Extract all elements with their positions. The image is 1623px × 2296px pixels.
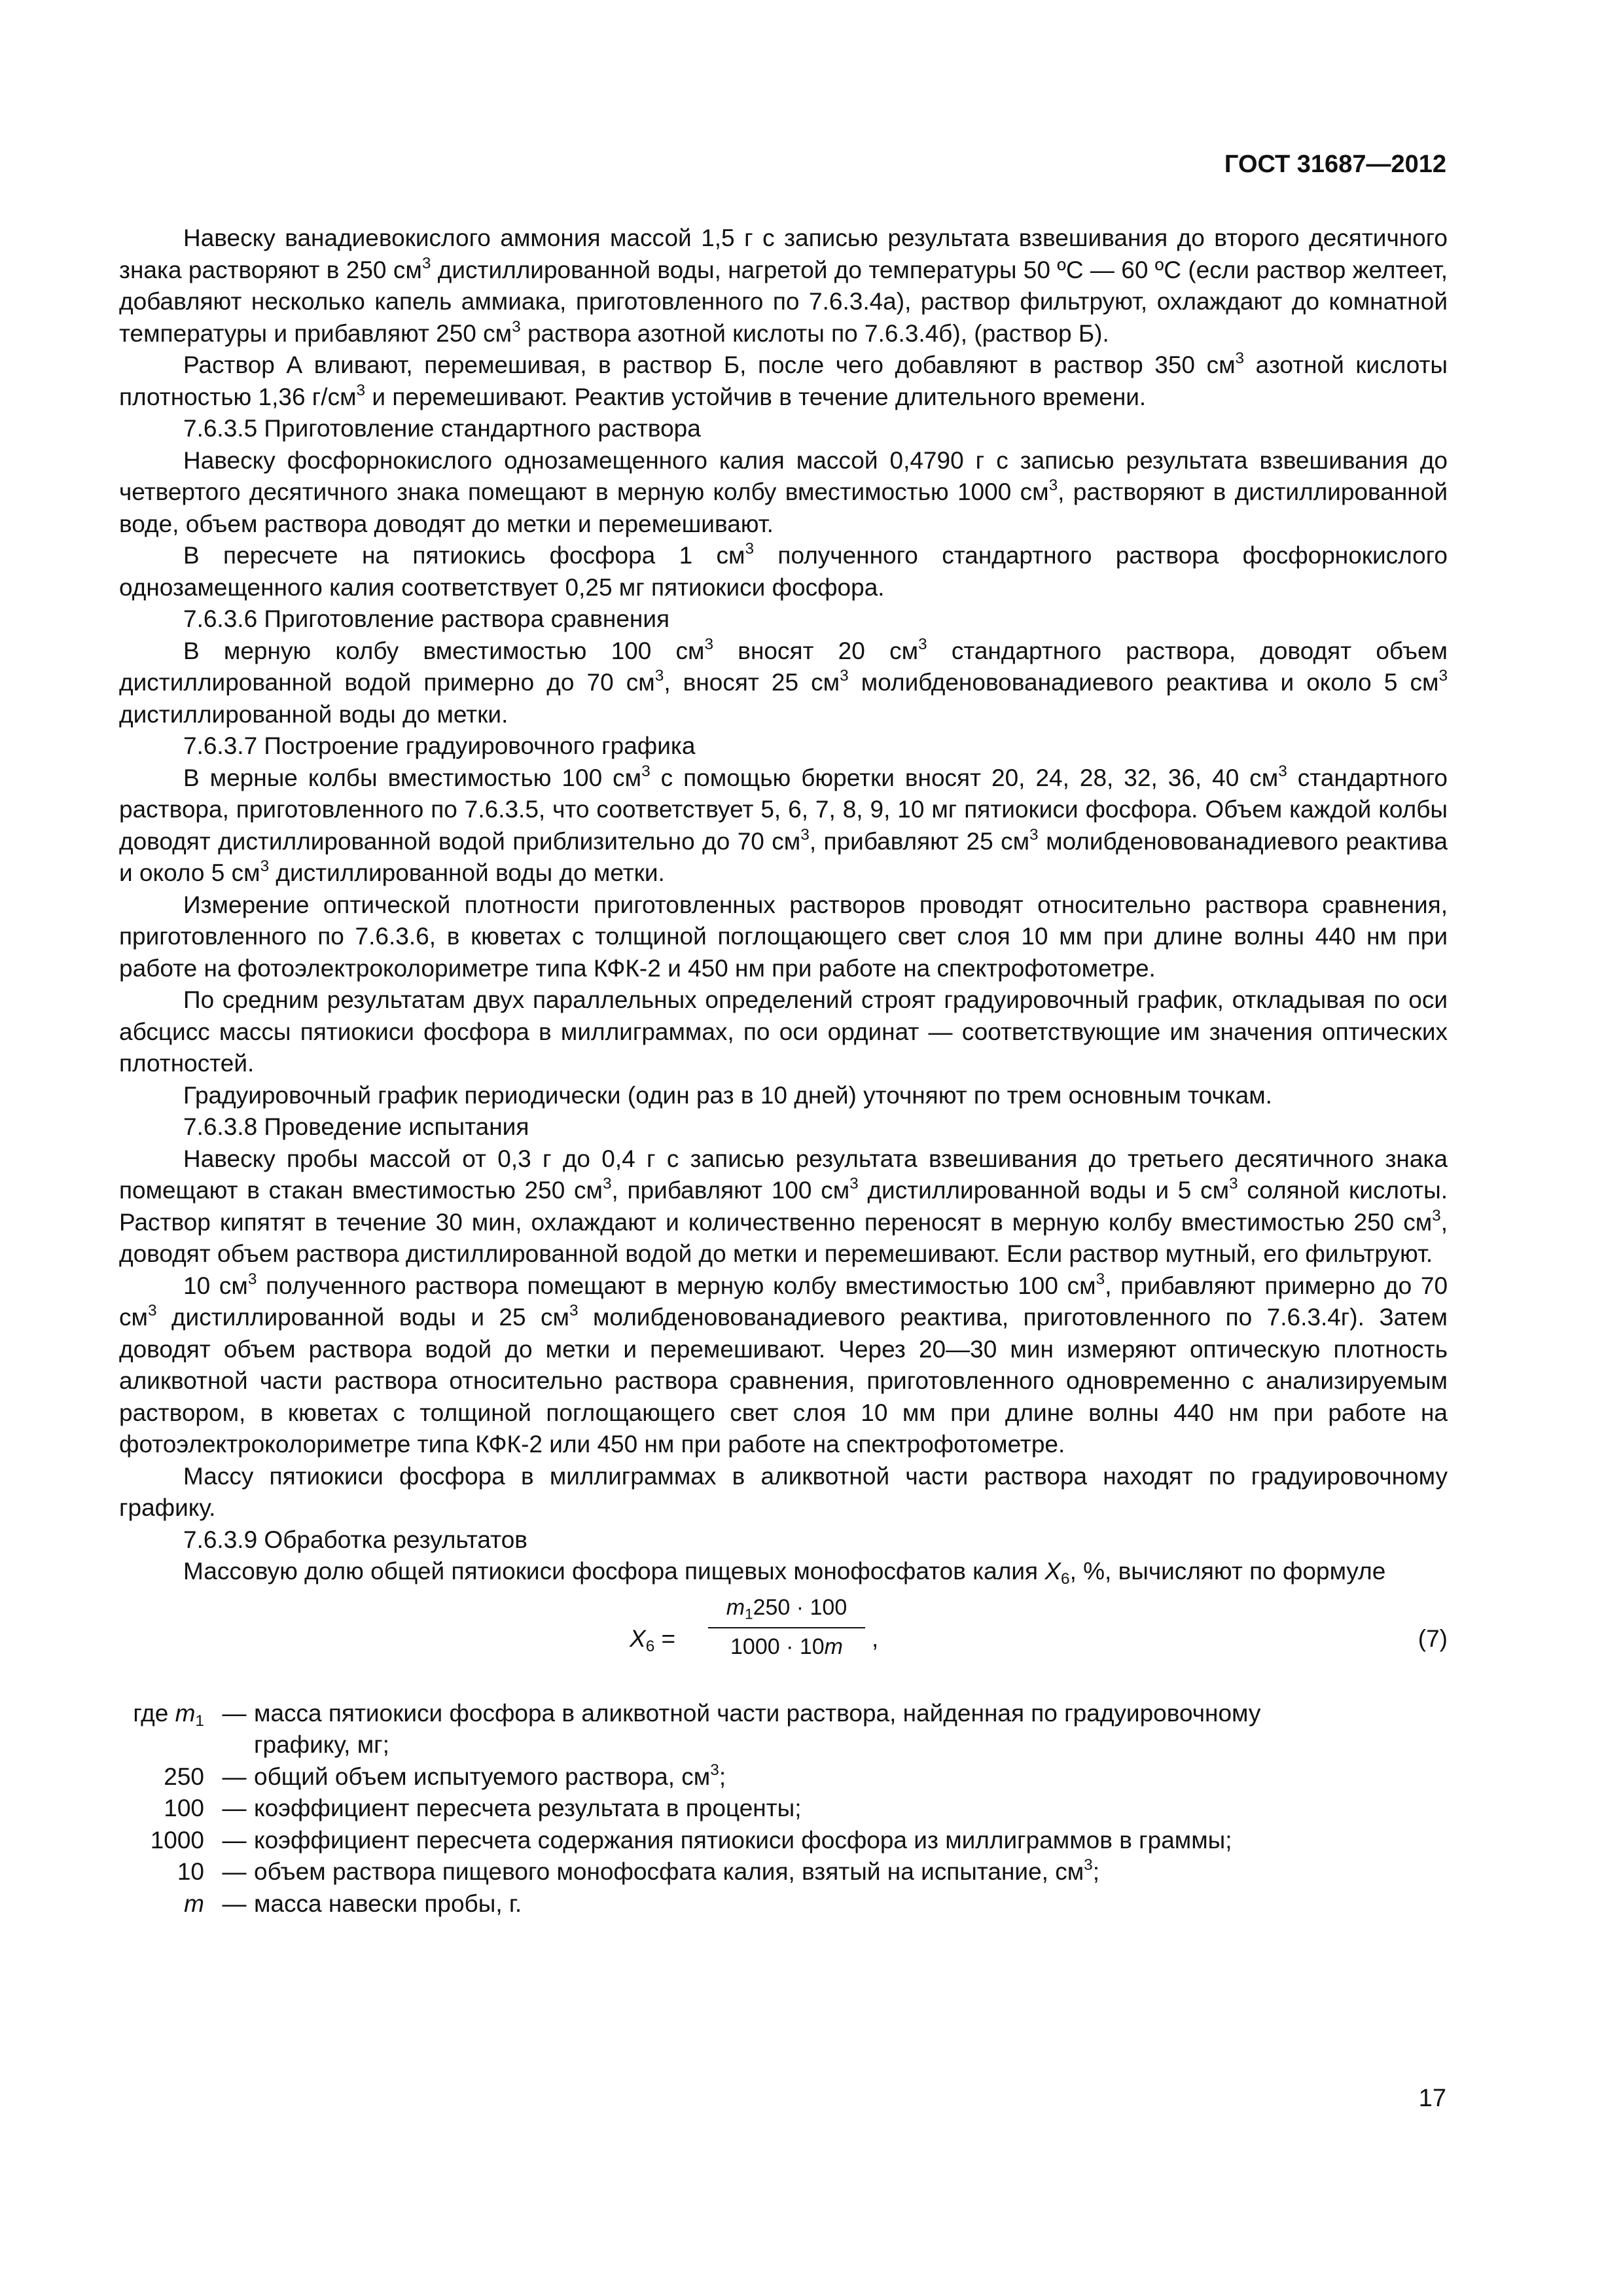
paragraph: В пересчете на пятиокись фосфора 1 $см^3$ полученного стандартного раствора фосфорнокислого однозамещенного калия соответствует 0,25 мг пятиокиси фосфора. (119, 539, 1448, 601)
paragraph: Измерение оптической плотности приготовленных растворов проводят относительно раствора сравнения, приготовленного по 7.6.3.6, в кюветах с толщиной поглощающего свет слоя 10 мм при длине волны 440 нм при работе на фотоэлектроколориметре типа КФК-2 и 450 нм при работе на спектрофотометре. (119, 891, 1448, 982)
definition-row: 10 — объем раствора пищевого монофосфата калия, взятый на испытание, $см^3$; (177, 1856, 1100, 1885)
formula-number: (7) (1418, 1624, 1448, 1652)
section-heading: 7.6.3.5 Приготовление стандартного раствора (183, 415, 701, 442)
page-body (119, 223, 1448, 1920)
formula-comma: , (872, 1624, 879, 1652)
paragraph: В мерные колбы вместимостью 100 $см^3$ с помощью бюретки вносят 20, 24, 28, 32, 36, 40 $см^3$ стандартного раствора, приготовленного по 7.6.3.5, что соответствует 5, 6, 7, 8, 9, 10 мг пятиокиси фосфора. Объем каждой колбы доводят дистиллированной водой приблизительно до 70 $см^3$, прибавляют 25 $см^3$ молибденовованадиевого реактива и около 5 $см^3$ дистиллированной воды до метки. (119, 762, 1448, 886)
formula-denominator: 1000 · 10m (730, 1634, 843, 1659)
paragraph: Навеску пробы массой от 0,3 г до 0,4 г с записью результата взвешивания до третьего десятичного знака помещают в стакан вместимостью 250 $см^3$, прибавляют 100 $см^3$ дистиллированной воды и 5 $см^3$ соляной кислоты. Раствор кипятят в течение 30 мин, охлаждают и количественно переносят в мерную колбу вместимостью 250 $см^3$, доводят объем раствора дистиллированной водой до метки и перемешивают. Если раствор мутный, его фильтруют. (119, 1145, 1448, 1267)
section-heading: 7.6.3.9 Обработка результатов (183, 1526, 527, 1553)
paragraph: Навеску ванадиевокислого аммония массой 1,5 г с записью результата взвешивания до второго десятичного знака растворяют в 250 $см^3$ дистиллированной воды, нагретой до температуры 50 ºС — 60 ºС (если раствор желтеет, добавляют несколько капель аммиака, приготовленного по 7.6.3.4а), раствор фильтруют, охлаждают до комнатной температуры и прибавляют 250 $см^3$ раствора азотной кислоты по 7.6.3.4б), (раствор Б). (119, 224, 1448, 347)
formula-numerator: $m_1250 \cdot 100$ (708, 1593, 865, 1628)
paragraph: 10 $см^3$ полученного раствора помещают в мерную колбу вместимостью 100 $см^3$, прибавляют примерно до 70 $см^3$ дистиллированной воды и 25 $см^3$ молибденовованадиевого реактива, приготовленного по 7.6.3.4г). Затем доводят объем раствора водой до метки и перемешивают. Через 20—30 мин измеряют оптическую плотность аликвотной части раствора относительно раствора сравнения, приготовленного одновременно с анализируемым раствором, в кюветах с толщиной поглощающего свет слоя 10 мм при длине волны 440 нм при работе на фотоэлектроколориметре типа КФК-2 или 450 нм при работе на спектрофотометре. (119, 1270, 1448, 1458)
formula-fraction (708, 1593, 865, 1661)
section-heading: 7.6.3.6 Приготовление раствора сравнения (183, 605, 670, 632)
variable-definitions (119, 1698, 1448, 1920)
formula-7 (119, 1593, 1448, 1691)
document-code: ГОСТ 31687—2012 (1224, 151, 1446, 178)
page-number: 17 (1418, 2085, 1446, 2112)
paragraph: Массу пятиокиси фосфора в миллиграммах в аликвотной части раствора находят по градуировочному графику. (119, 1462, 1448, 1521)
definition-row: 1000 — коэффициент пересчета содержания пятиокиси фосфора из миллиграммов в граммы; (150, 1826, 1232, 1854)
section-heading: 7.6.3.8 Проведение испытания (183, 1113, 529, 1140)
paragraph: Массовую долю общей пятиокиси фосфора пищевых монофосфатов калия $X_6$, %, вычисляют по формуле (183, 1558, 1386, 1588)
paragraph: По средним результатам двух параллельных определений строят градуировочный график, откладывая по оси абсцисс массы пятиокиси фосфора в миллиграммах, по оси ординат — соответствующие им значения оптических плотностей. (119, 986, 1448, 1077)
definition-row: где $m_1$ — масса пятиокиси фосфора в аликвотной части раствора, найденная по градуировочному графику, мг; (133, 1699, 1261, 1758)
paragraph: Раствор А вливают, перемешивая, в раствор Б, после чего добавляют в раствор 350 $см^3$ азотной кислоты плотностью 1,36 $г/см^3$ и перемешивают. Реактив устойчив в течение длительного времени. (119, 349, 1448, 410)
paragraph: В мерную колбу вместимостью 100 $см^3$ вносят 20 $см^3$ стандартного раствора, доводят объем дистиллированной водой примерно до 70 $см^3$, вносят 25 $см^3$ молибденовованадиевого реактива и около 5 $см^3$ дистиллированной воды до метки. (119, 635, 1448, 728)
formula-lhs: $X_6$ = (630, 1624, 676, 1655)
paragraph: Навеску фосфорнокислого однозамещенного калия массой 0,4790 г с записью результата взвешивания до четвертого десятичного знака помещают в мерную колбу вместимостью 1000 $см^3$, растворяют в дистиллированной воде, объем раствора доводят до метки и перемешивают. (119, 446, 1448, 537)
definition-row: 100 — коэффициент пересчета результата в проценты; (164, 1795, 802, 1821)
definition-row: m — масса навески пробы, г. (184, 1890, 522, 1917)
definition-row: 250 — общий объем испытуемого раствора, $см^3$; (164, 1761, 726, 1790)
paragraph: Градуировочный график периодически (один раз в 10 дней) уточняют по трем основным точкам. (183, 1081, 1272, 1109)
section-heading: 7.6.3.7 Построение градуировочного графика (183, 732, 696, 759)
